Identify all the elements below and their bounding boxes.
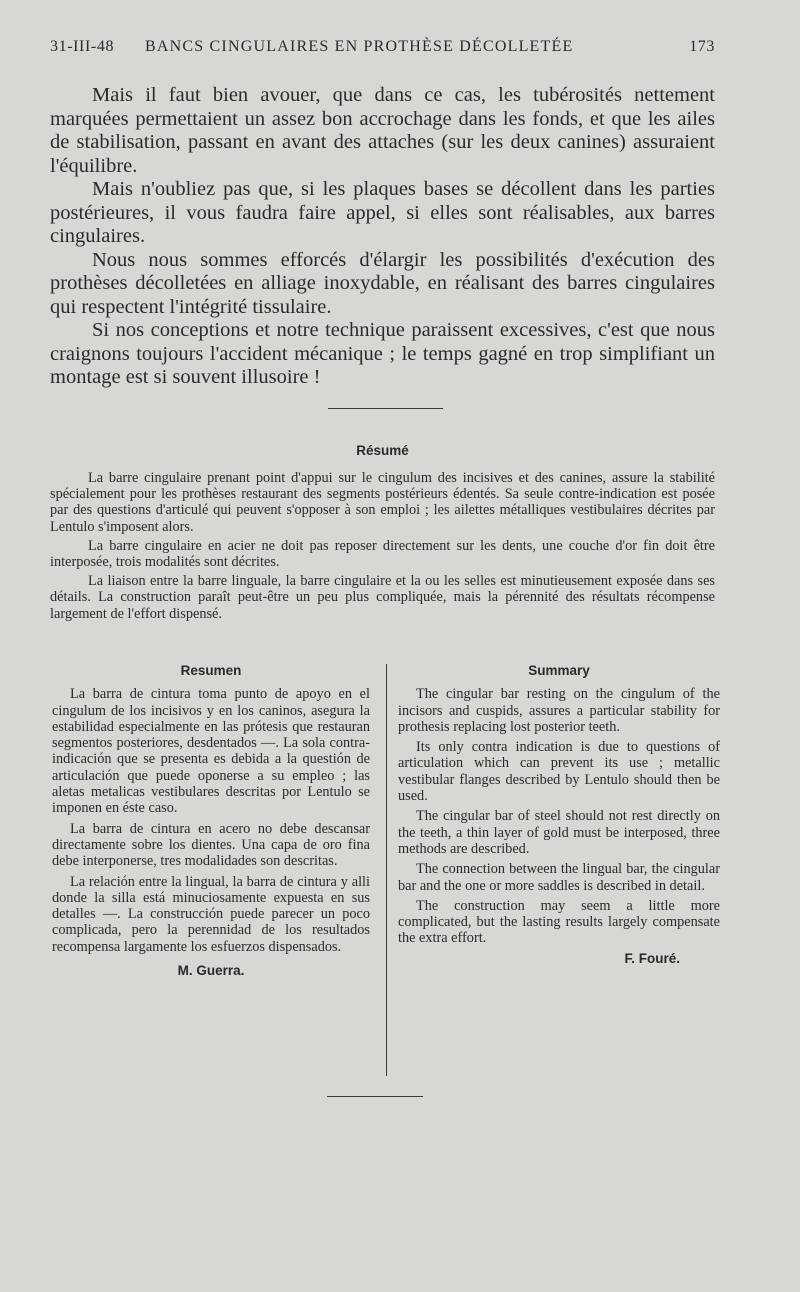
resumen-paragraph: La relación entre la lingual, la barra de cintura y alli donde la silla está minuciosamente expuesta en sus detalles —. La construcción puede parecer un poco complicada, pero la perennidad de los resultados recompensa largamente los esfuerzos dispensados. xyxy=(52,873,370,955)
intro-text xyxy=(50,84,715,390)
summary-column xyxy=(398,663,720,967)
resumen-signature: M. Guerra. xyxy=(177,963,245,979)
summary-paragraph: The construction may seem a little more complicated, but the lasting results largely compensate the extra effort. xyxy=(398,897,720,947)
summary-paragraph: The cingular bar of steel should not rest directly on the teeth, a thin layer of gold must be interposed, three methods are described. xyxy=(398,808,720,857)
section-rule xyxy=(328,408,443,409)
summary-paragraph: Its only contra indication is due to questions of articulation which can prevent its use ; metallic vestibular flanges described by Lentulo should then be used. xyxy=(398,739,720,805)
summary-signature: F. Fouré. xyxy=(624,950,680,966)
resume-paragraph: La liaison entre la barre linguale, la barre cingulaire et la ou les selles est minutieusement exposée dans ses détails. La construction paraît peut-être un peu plus compliquée, mais la pérennité des résultats récompense largement de l'effort dispensé. xyxy=(50,573,715,622)
resumen-column xyxy=(52,663,370,979)
page-number: 173 xyxy=(689,38,715,55)
end-rule xyxy=(327,1096,423,1097)
running-title: BANCS CINGULAIRES EN PROTHÈSE DÉCOLLETÉE xyxy=(145,38,574,55)
summary-paragraph: The connection between the lingual bar, the cingular bar and the one or more saddles is described in detail. xyxy=(398,861,720,894)
resume-paragraph: La barre cingulaire en acier ne doit pas reposer directement sur les dents, une couche d'or fin doit être interposée, trois modalités sont décrites. xyxy=(50,537,715,571)
resume-section xyxy=(50,470,715,625)
running-header xyxy=(50,38,715,60)
column-divider xyxy=(386,664,387,1076)
intro-paragraph: Nous nous sommes efforcés d'élargir les possibilités d'exécution des prothèses décolletées en alliage inoxydable, en réalisant des barres cingulaires qui respectent l'intégrité tissulaire. xyxy=(50,248,715,318)
intro-paragraph: Mais il faut bien avouer, que dans ce cas, les tubérosités nettement marquées permettaient un assez bon accrochage dans les fonds, et que les ailes de stabilisation, passant en avant des attaches (sur les deux canines) assuraient l'équilibre. xyxy=(50,84,715,177)
resumen-paragraph: La barra de cintura toma punto de apoyo en el cingulum de los incisivos y en los caninos, asegura la estabilidad especialmente en las prótesis que restauran segmentos posteriores, desdentados —. La sola contra-indicación que se presenta es debida a la questión de articulación que puede oponerse a su empleo ; las aletas metalicas vestibulares descritas por Lentulo se imponen en éste caso. xyxy=(52,686,370,817)
intro-paragraph: Mais n'oubliez pas que, si les plaques bases se décollent dans les parties postérieures, il vous faudra faire appel, si elles sont réalisables, aux barres cingulaires. xyxy=(50,178,715,247)
resumen-heading: Resumen xyxy=(180,663,242,678)
resume-heading: Résumé xyxy=(356,443,409,458)
summary-paragraph: The cingular bar resting on the cingulum of the incisors and cuspids, assures a particular stability for prothesis replacing lost posterior teeth. xyxy=(398,686,720,735)
issue-date: 31-III-48 xyxy=(50,38,115,55)
intro-paragraph: Si nos conceptions et notre technique paraissent excessives, c'est que nous craignons toujours l'accident mécanique ; le temps gagné en trop simplifiant un montage est si souvent illusoire ! xyxy=(50,319,715,388)
resumen-paragraph: La barra de cintura en acero no debe descansar directamente sobre los dientes. Una capa de oro fina debe interponerse, tres modalidades son descritas. xyxy=(52,820,370,870)
summary-heading: Summary xyxy=(528,663,590,678)
resume-paragraph: La barre cingulaire prenant point d'appui sur le cingulum des incisives et des canines, assure la stabilité spécialement pour les prothèses restaurant des segments postérieurs édentés. Sa seule contre-indication est posée par des questions d'articulé qui peuvent s'opposer à son emploi ; les ailettes métalliques vestibulaires décrites par Lentulo s'imposent alors. xyxy=(50,470,715,535)
